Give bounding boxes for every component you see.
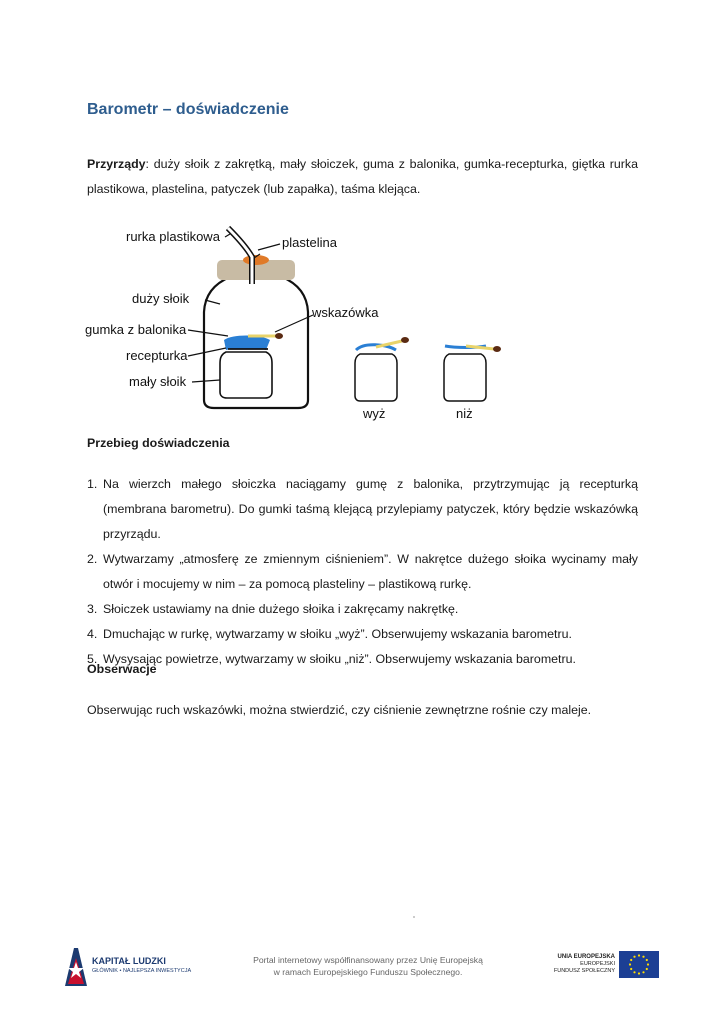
list-item: 4. Dmuchając w rurkę, wytwarzamy w słoiku „wyż”. Obserwujemy wskazania barometru. (87, 627, 572, 641)
procedure-heading: Przebieg doświadczenia (87, 436, 230, 450)
label-clay: plastelina (282, 235, 337, 250)
footer (0, 940, 725, 1000)
label-low: niż (456, 406, 473, 421)
kapital-ludzki-emblem-icon (62, 946, 90, 988)
eu-label: UNIA EUROPEJSKA EUROPEJSKI FUNDUSZ SPOŁECZNY (553, 954, 615, 974)
label-tube: rurka plastikowa (126, 229, 220, 244)
list-item: 5. Wysysając powietrze, wytwarzamy w słoiku „niż”. Obserwujemy wskazania barometru. (87, 652, 576, 666)
equipment-label: Przyrządy (87, 157, 146, 171)
funding-note: Portal internetowy współfinansowany przez Unię Europejską w ramach Europejskiego Funduszu Społecznego. (253, 955, 483, 977)
logo-subtitle: GŁÓWNIK • NAJLEPSZA INWESTYCJA (92, 968, 192, 974)
eu-flag-icon (619, 951, 659, 978)
jar-high (355, 337, 409, 401)
barometer-diagram (80, 222, 540, 422)
kapital-ludzki-logo (62, 946, 202, 988)
equipment-text: : duży słoik z zakrętką, mały słoiczek, guma z balonika, gumka-recepturka, giętka rurka plastikowa, plastelina, patyczek (lub zapałka), taśma klejąca. (87, 157, 638, 196)
procedure-list (87, 472, 638, 672)
jar-low (444, 346, 501, 401)
label-band: recepturka (126, 348, 188, 363)
label-high: wyż (363, 406, 386, 421)
label-pointer: wskazówka (312, 305, 379, 320)
observations-heading: Obserwacje (87, 662, 157, 676)
logo-title: KAPITAŁ LUDZKI (92, 956, 166, 966)
page-title: Barometr – doświadczenie (87, 101, 289, 118)
list-item: 3. Słoiczek ustawiamy na dnie dużego słoika i zakręcamy nakrętkę. (87, 602, 459, 616)
label-small-jar: mały słoik (129, 374, 187, 389)
list-item: 1. Na wierzch małego słoiczka naciągamy gumę z balonika, przytrzymując ją recepturką (membrana barometru). Do gumki taśmą klejącą przylepiamy patyczek, który będzie wskazówką przyrządu. (87, 477, 638, 541)
membrane (224, 336, 270, 351)
stray-mark (413, 916, 415, 918)
label-balloon: gumka z balonika (85, 322, 187, 337)
equipment-paragraph (87, 152, 638, 202)
list-item: 2. Wytwarzamy „atmosferę ze zmiennym ciśnieniem”. W nakrętce dużego słoika wycinamy mały otwór i mocujemy w nim – za pomocą plasteliny – plastikową rurkę. (87, 552, 638, 591)
observations-text: Obserwując ruch wskazówki, można stwierdzić, czy ciśnienie zewnętrzne rośnie czy maleje. (87, 703, 592, 717)
label-big-jar: duży słoik (132, 291, 190, 306)
